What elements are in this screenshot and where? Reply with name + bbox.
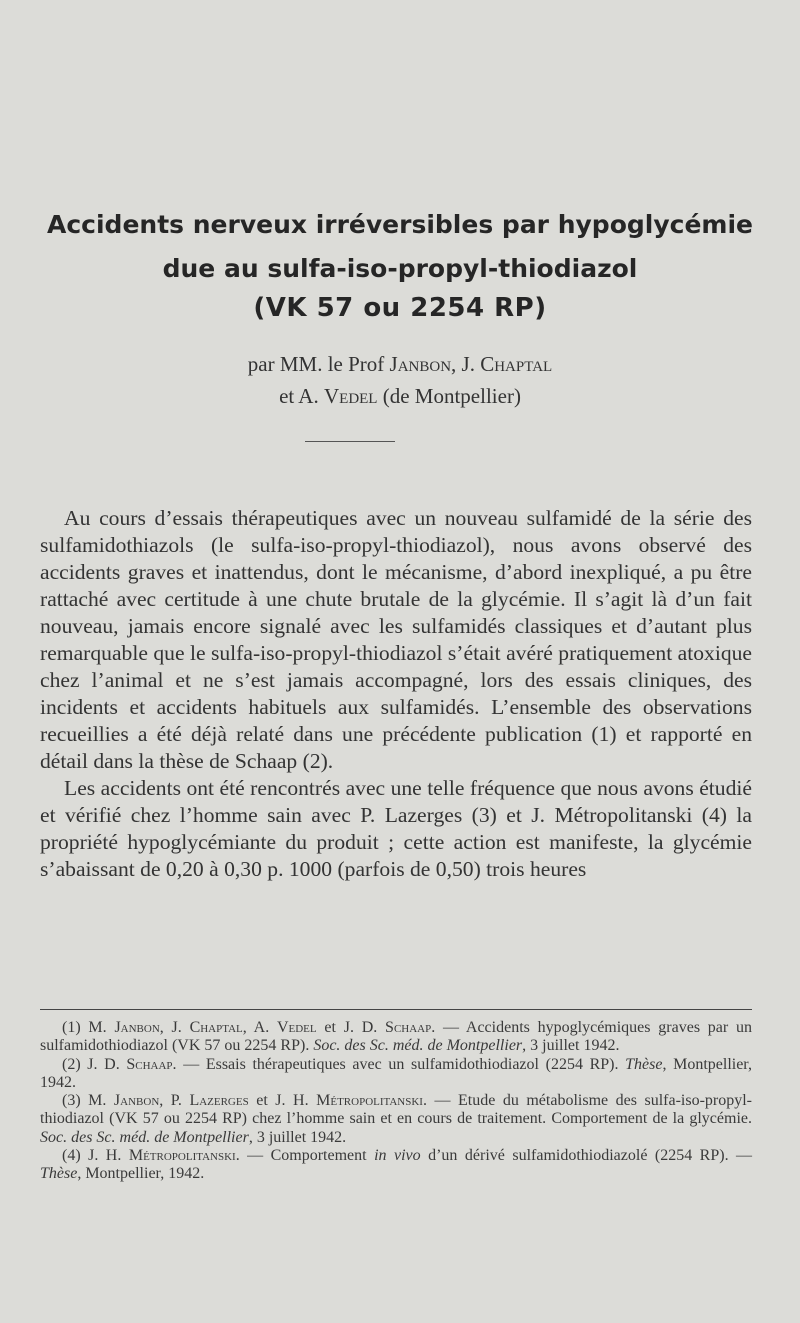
author-janbon: Janbon — [389, 352, 452, 376]
authors-sep: , J. — [451, 352, 481, 376]
footnote-1: (1) M. Janbon, J. Chaptal, A. Vedel et J. D. Schaap. — Accidents hypoglycémiques graves par un sulfamidothiodiazol (VK 57 ou 2254 RP). Soc. des Sc. méd. de Montpellier, 3 juillet 1942. — [40, 1019, 753, 1055]
title-separator — [305, 441, 395, 442]
body-paragraph-2: Les accidents ont été rencontrés avec une telle fréquence que nous avons étudié et vérifié chez l’homme sain avec P. Lazerges (3) et J. Métropolitanski (4) la propriété hypoglycémiante du produit ; cette action est manifeste, la glycémie s’abaissant de 0,20 à 0,30 p. 1000 (parfois de 0,50) trois heures — [40, 776, 752, 881]
footnote-3: (3) M. Janbon, P. Lazerges et J. H. Métropolitanski. — Etude du métabolisme des sulfa-iso-propyl-thiodiazol (VK 57 ou 2254 RP) chez l’homme sain et en cours de traitement. Comportement de la glycémie. Soc. des Sc. méd. de Montpellier, 3 juillet 1942. — [40, 1092, 753, 1146]
footnote-4: (4) J. H. Métropolitanski. — Comportement in vivo d’un dérivé sulfamidothiodiazolé (2254 RP). — Thèse, Montpellier, 1942. — [40, 1147, 753, 1183]
authors-line-1 — [0, 352, 800, 377]
authors-prefix: par MM. le Prof — [247, 352, 390, 376]
title-line-2: due au sulfa-iso-propyl-thiodiazol — [162, 254, 638, 283]
footnote-2: (2) J. D. Schaap. — Essais thérapeutiques avec un sulfamidothiodiazol (2254 RP). Thèse, Montpellier, 1942. — [40, 1055, 752, 1091]
authors-et: et A. — [279, 384, 324, 408]
authors-affiliation: (de Montpellier) — [377, 384, 521, 408]
footnotes — [40, 1019, 752, 1184]
author-vedel: Vedel — [323, 384, 378, 408]
author-chaptal: Chaptal — [480, 352, 553, 376]
body-paragraph-1: Au cours d’essais thérapeutiques avec un nouveau sulfamidé de la série des sulfamidothiazols (le sulfa-iso-propyl-thiodiazol), nous avons observé des accidents graves et inattendus, dont le mécanisme, d’abord inexpliqué, a pu être rattaché avec certitude à une chute brutale de la glycémie. Il s’agit là d’un fait nouveau, jamais encore signalé avec les sulfamidés classiques et d’autant plus remarquable que le sulfa-iso-propyl-thiodiazol s’était avéré pratiquement atoxique chez l’animal et ne s’est jamais accompagné, lors des essais cliniques, des incidents et accidents habituels aux sulfamidés. L’ensemble des observations recueillies a été déjà relaté dans une précédente publication (1) et rapporté en détail dans la thèse de Schaap (2). — [40, 506, 752, 773]
title-line-1: Accidents nerveux irréversibles par hypoglycémie — [47, 210, 753, 239]
title-line-3: (VK 57 ou 2254 RP) — [253, 293, 547, 323]
body-text — [40, 505, 752, 883]
authors-line-2 — [0, 384, 800, 409]
footnote-separator — [40, 1009, 752, 1010]
